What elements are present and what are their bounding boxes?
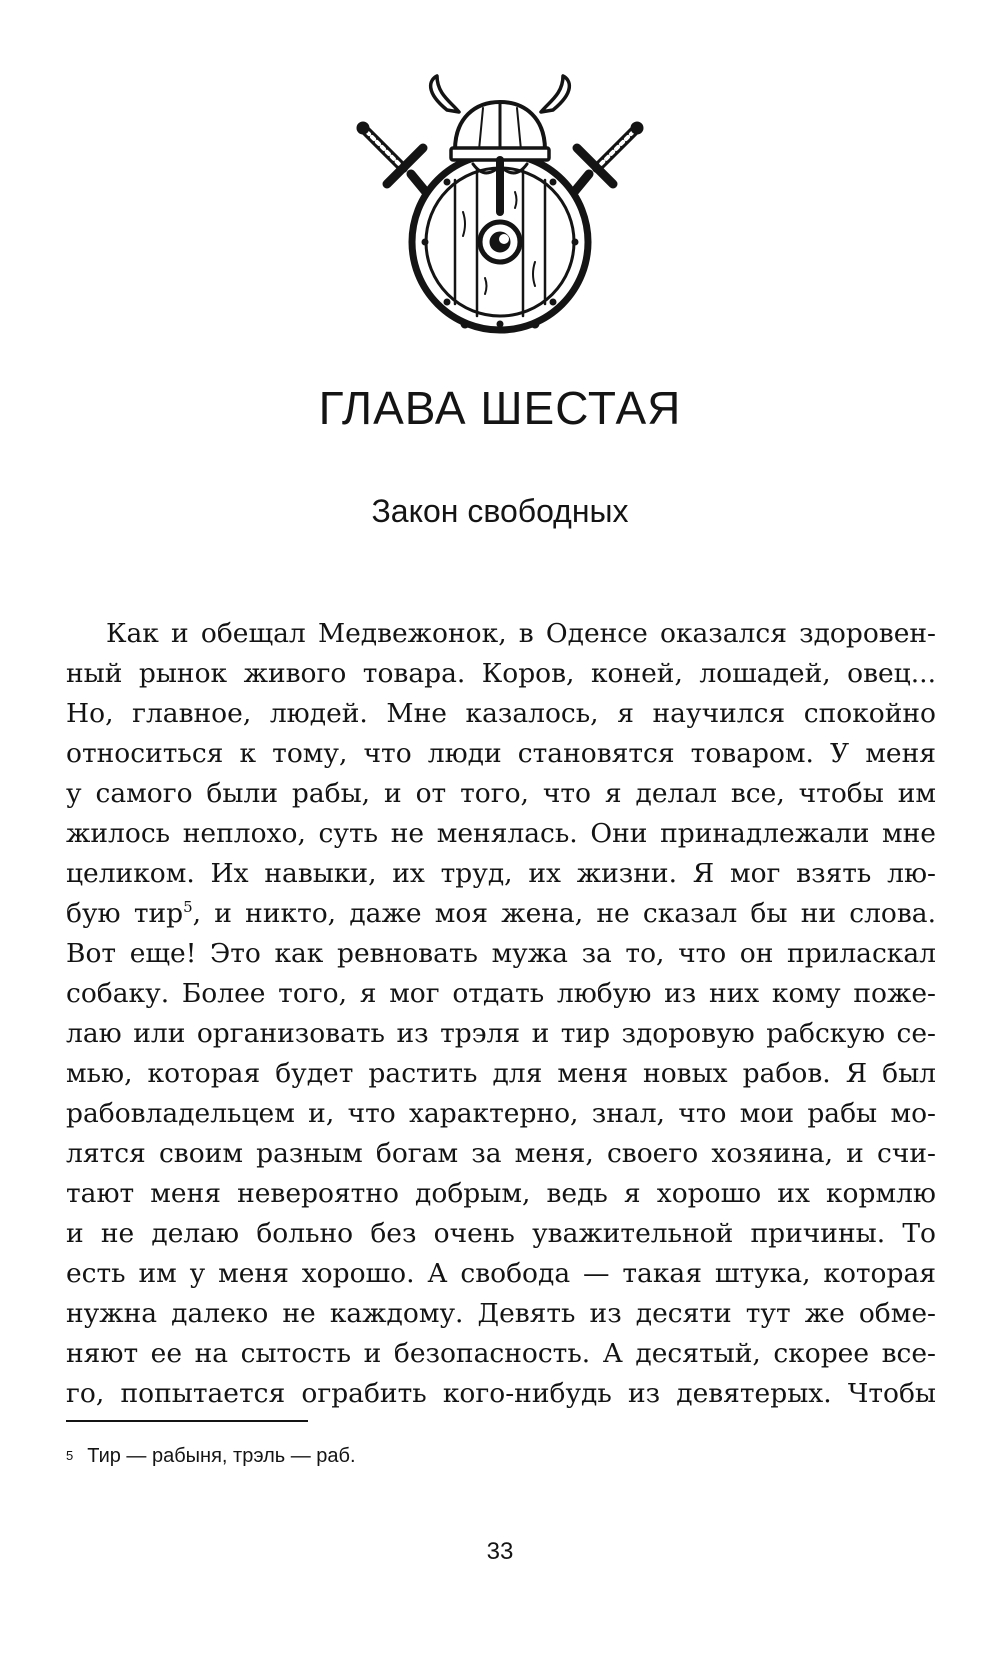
- text-line: Вот еще! Это как ревновать мужа за то, что он приласкал: [66, 938, 936, 969]
- text-line: го, попытается ограбить кого-нибудь из девятерых. Чтобы: [66, 1378, 936, 1409]
- text-line: ный рынок живого товара. Коров, коней, лошадей, овец...: [66, 658, 936, 689]
- footnote: [66, 1443, 356, 1469]
- body-text: [66, 614, 936, 1414]
- text-line: собаку. Более того, я мог отдать любую из них кому поже-: [66, 978, 936, 1009]
- viking-shield-emblem: [355, 72, 645, 362]
- footnote-marker: 5: [66, 1448, 74, 1463]
- text-line: у самого были рабы, и от того, что я делал все, чтобы им: [66, 778, 936, 809]
- footnote-divider: [66, 1420, 308, 1422]
- chapter-title: ГЛАВА ШЕСТАЯ: [318, 382, 682, 434]
- text-line: мью, которая будет растить для меня новых рабов. Я был: [66, 1058, 936, 1089]
- page-number: 33: [486, 1538, 514, 1565]
- text-fragment: , и никто, даже моя жена, не сказал бы ни слова.: [192, 898, 937, 929]
- text-line: есть им у меня хорошо. А свобода — такая штука, которая: [66, 1258, 936, 1289]
- text-line: нужна далеко не каждому. Девять из десяти тут же обме-: [66, 1298, 936, 1329]
- text-line: няют ее на сытость и безопасность. А десятый, скорее все-: [66, 1338, 936, 1369]
- text-line: тают меня невероятно добрым, ведь я хорошо их кормлю: [66, 1178, 936, 1209]
- text-line: лаю или организовать из трэля и тир здоровую рабскую се-: [66, 1018, 936, 1049]
- text-line: относиться к тому, что люди становятся товаром. У меня: [66, 738, 936, 769]
- footnote-reference[interactable]: 5: [183, 898, 193, 917]
- text-line: лятся своим разным богам за меня, своего хозяина, и счи-: [66, 1138, 936, 1169]
- text-line: Но, главное, людей. Мне казалось, я научился спокойно: [66, 698, 936, 729]
- text-line-with-footnote: [66, 894, 936, 934]
- footnote-text: Тир — рабыня, трэль — раб.: [87, 1445, 356, 1467]
- text-line: целиком. Их навыки, их труд, их жизни. Я мог взять лю-: [66, 858, 936, 889]
- text-line: и не делаю больно без очень уважительной причины. То: [66, 1218, 936, 1249]
- text-line: жилось неплохо, суть не менялась. Они принадлежали мне: [66, 818, 936, 849]
- text-line: Как и обещал Медвежонок, в Оденсе оказался здоровен-: [106, 618, 936, 649]
- chapter-subtitle: Закон свободных: [371, 493, 629, 529]
- text-fragment: бую тир: [66, 898, 184, 929]
- text-line: рабовладельцем и, что характерно, знал, что мои рабы мо-: [66, 1098, 936, 1129]
